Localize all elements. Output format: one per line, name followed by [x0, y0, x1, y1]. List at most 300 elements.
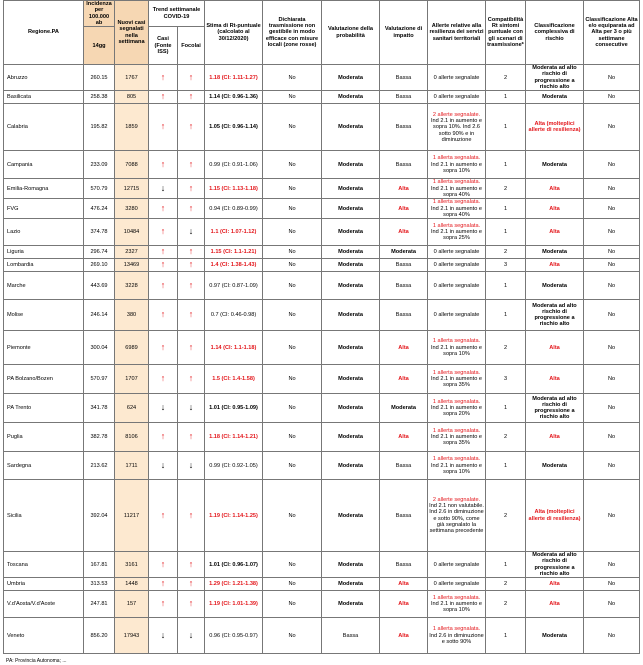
- compatibility-value: 1: [486, 452, 526, 480]
- high-class-value: No: [584, 199, 640, 219]
- compatibility-value: 1: [486, 272, 526, 300]
- trend-cases-cell: [149, 365, 178, 394]
- rt-value: 1.5 (CI: 1.4-1.58): [205, 365, 263, 394]
- impact-value: Alta: [380, 199, 428, 219]
- incidence-value: 300.04: [84, 331, 115, 365]
- transmission-value: No: [263, 552, 322, 578]
- arrow-up-icon: ↑: [188, 509, 194, 520]
- probability-value: Moderata: [322, 300, 380, 331]
- alert-count: 1 allerta segnalata.: [432, 338, 481, 345]
- alert-count: 1 allerta segnalata.: [432, 199, 481, 206]
- table-row: [4, 423, 640, 452]
- region-name: V.d'Aosta/V.d'Aoste: [4, 591, 84, 618]
- trend-cases-cell: [149, 179, 178, 199]
- footnote: PA: Provincia Autonoma; ...: [6, 658, 67, 664]
- compatibility-value: 2: [486, 179, 526, 199]
- incidence-value: 341.78: [84, 394, 115, 423]
- high-class-value: No: [584, 91, 640, 104]
- classification-value: Alta: [526, 365, 584, 394]
- trend-focolai-cell: [178, 578, 205, 591]
- transmission-value: No: [263, 246, 322, 259]
- transmission-value: No: [263, 394, 322, 423]
- new-cases-value: 2327: [115, 246, 149, 259]
- arrow-up-icon: ↑: [188, 558, 194, 569]
- table-row: [4, 179, 640, 199]
- region-name: Abruzzo: [4, 65, 84, 91]
- classification-value: Alta: [526, 578, 584, 591]
- impact-value: Bassa: [380, 480, 428, 552]
- compatibility-value: 2: [486, 480, 526, 552]
- arrow-up-icon: ↑: [160, 373, 166, 383]
- region-name: Molise: [4, 300, 84, 331]
- high-class-value: No: [584, 591, 640, 618]
- rt-value: 1.15 (CI: 1.1-1.21): [205, 246, 263, 259]
- header-high-class: Classificazione Alta e/o equiparata ad Alta per 3 o più settimane consecutive: [584, 1, 640, 65]
- new-cases-value: 8106: [115, 423, 149, 452]
- header-compatibility: Compatibilità Rt sintomi puntuale con gli scenari di trasmissione*: [486, 1, 526, 65]
- region-name: Marche: [4, 272, 84, 300]
- impact-value: Bassa: [380, 552, 428, 578]
- alerts-cell: [428, 300, 486, 331]
- arrow-up-icon: ↑: [188, 202, 194, 213]
- probability-value: Moderata: [322, 591, 380, 618]
- trend-focolai-cell: [178, 259, 205, 272]
- trend-cases-cell: [149, 423, 178, 452]
- trend-focolai-cell: [178, 246, 205, 259]
- impact-value: Moderata: [380, 246, 428, 259]
- alerts-cell: [428, 179, 486, 199]
- trend-focolai-cell: [178, 452, 205, 480]
- alerts-cell: [428, 259, 486, 272]
- header-incidence: Incidenza per 100.000 ab: [84, 1, 115, 27]
- trend-cases-cell: [149, 272, 178, 300]
- arrow-up-icon: ↑: [160, 121, 166, 132]
- alert-detail: Ind 2.1 in aumento e sopra 10%: [431, 344, 483, 357]
- transmission-value: No: [263, 480, 322, 552]
- transmission-value: No: [263, 151, 322, 179]
- alert-detail: 0 allerte segnalate: [433, 561, 480, 568]
- arrow-up-icon: ↑: [188, 578, 194, 589]
- region-name: PA Bolzano/Bozen: [4, 365, 84, 394]
- probability-value: Moderata: [322, 394, 380, 423]
- new-cases-value: 1711: [115, 452, 149, 480]
- arrow-up-icon: ↑: [160, 91, 166, 102]
- trend-cases-cell: [149, 331, 178, 365]
- alerts-cell: [428, 104, 486, 151]
- compatibility-value: 2: [486, 423, 526, 452]
- impact-value: Bassa: [380, 151, 428, 179]
- rt-value: 1.18 (CI: 1.14-1.21): [205, 423, 263, 452]
- table-row: [4, 219, 640, 246]
- header-incidence-14gg: 14gg: [84, 27, 115, 65]
- alerts-cell: [428, 578, 486, 591]
- transmission-value: No: [263, 65, 322, 91]
- compatibility-value: 2: [486, 591, 526, 618]
- new-cases-value: 805: [115, 91, 149, 104]
- header-alerts: Allerte relative alla resilienza dei servizi sanitari territoriali: [428, 1, 486, 65]
- transmission-value: No: [263, 104, 322, 151]
- alert-detail: 0 allerte segnalate: [433, 312, 480, 318]
- alerts-cell: [428, 591, 486, 618]
- alert-detail: Ind 2.1 in aumento e sopra 10%: [431, 601, 483, 614]
- arrow-down-icon: ↓: [188, 629, 194, 640]
- incidence-value: 382.78: [84, 423, 115, 452]
- header-trend-cases: Casi (Fonte ISS): [149, 27, 178, 65]
- arrow-up-icon: ↑: [160, 279, 166, 290]
- alert-count: 1 allerta segnalata.: [432, 222, 481, 229]
- table-row: [4, 272, 640, 300]
- high-class-value: No: [584, 151, 640, 179]
- rt-value: 1.01 (CI: 0.96-1.07): [205, 552, 263, 578]
- high-class-value: No: [584, 394, 640, 423]
- alerts-cell: [428, 331, 486, 365]
- trend-focolai-cell: [178, 179, 205, 199]
- table-row: [4, 259, 640, 272]
- trend-cases-cell: [149, 578, 178, 591]
- arrow-up-icon: ↑: [160, 431, 166, 441]
- alert-detail: 0 allerte segnalate: [433, 581, 480, 588]
- trend-cases-cell: [149, 552, 178, 578]
- transmission-value: No: [263, 219, 322, 246]
- compatibility-value: 1: [486, 104, 526, 151]
- arrow-up-icon: ↑: [160, 578, 166, 589]
- arrow-up-icon: ↑: [188, 182, 194, 193]
- header-transmission: Dichiarata trasmissione non gestibile in modo efficace con misure locali (zone rosse): [263, 1, 322, 65]
- high-class-value: No: [584, 552, 640, 578]
- new-cases-value: 3161: [115, 552, 149, 578]
- transmission-value: No: [263, 452, 322, 480]
- classification-value: Moderata: [526, 91, 584, 104]
- alert-detail: Ind 2.1 non valutabile. Ind 2.6 in diminuzione e sotto 90%, come già segnalato la settimana precedente: [429, 503, 484, 535]
- classification-value: Moderata: [526, 151, 584, 179]
- arrow-down-icon: ↓: [160, 182, 166, 193]
- alert-detail: Ind 2.1 in aumento e sopra 40%: [431, 205, 483, 218]
- alert-detail: Ind 2.1 in aumento e sopra 10%: [431, 161, 483, 175]
- transmission-value: No: [263, 300, 322, 331]
- risk-classification-table: [3, 0, 640, 654]
- arrow-up-icon: ↑: [188, 246, 194, 256]
- classification-value: Moderata: [526, 618, 584, 654]
- alert-count: 1 allerta segnalata.: [432, 369, 481, 376]
- table-row: [4, 246, 640, 259]
- rt-value: 1.18 (CI: 1.11-1.27): [205, 65, 263, 91]
- incidence-value: 213.62: [84, 452, 115, 480]
- arrow-up-icon: ↑: [160, 509, 166, 520]
- rt-value: 1.05 (CI: 0.96-1.14): [205, 104, 263, 151]
- transmission-value: No: [263, 578, 322, 591]
- header-trend-focolai: Focolai: [178, 27, 205, 65]
- alert-detail: 0 allerte segnalate: [433, 249, 480, 255]
- rt-value: 0.94 (CI: 0.89-0.99): [205, 199, 263, 219]
- arrow-up-icon: ↑: [188, 598, 194, 609]
- arrow-down-icon: ↓: [160, 402, 166, 412]
- trend-cases-cell: [149, 151, 178, 179]
- trend-focolai-cell: [178, 423, 205, 452]
- arrow-up-icon: ↑: [160, 71, 166, 82]
- trend-focolai-cell: [178, 591, 205, 618]
- trend-focolai-cell: [178, 151, 205, 179]
- trend-cases-cell: [149, 480, 178, 552]
- table-row: [4, 452, 640, 480]
- arrow-up-icon: ↑: [160, 226, 166, 236]
- classification-value: Moderata ad alto rischio di progressione a rischio alto: [526, 300, 584, 331]
- alert-count: 1 allerta segnalata.: [432, 179, 481, 186]
- trend-cases-cell: [149, 199, 178, 219]
- arrow-down-icon: ↓: [188, 226, 194, 236]
- alert-count: 1 allerta segnalata.: [432, 626, 481, 633]
- arrow-up-icon: ↑: [188, 158, 194, 169]
- table-row: [4, 65, 640, 91]
- trend-focolai-cell: [178, 65, 205, 91]
- incidence-value: 570.97: [84, 365, 115, 394]
- classification-value: Moderata ad alto rischio di progressione a rischio alto: [526, 552, 584, 578]
- alerts-cell: [428, 480, 486, 552]
- incidence-value: 195.82: [84, 104, 115, 151]
- incidence-value: 258.38: [84, 91, 115, 104]
- impact-value: Alta: [380, 591, 428, 618]
- region-name: Basilicata: [4, 91, 84, 104]
- incidence-value: 856.20: [84, 618, 115, 654]
- probability-value: Bassa: [322, 618, 380, 654]
- probability-value: Moderata: [322, 65, 380, 91]
- impact-value: Bassa: [380, 300, 428, 331]
- classification-value: Alta: [526, 219, 584, 246]
- high-class-value: No: [584, 65, 640, 91]
- impact-value: Alta: [380, 365, 428, 394]
- arrow-up-icon: ↑: [188, 121, 194, 132]
- transmission-value: No: [263, 423, 322, 452]
- transmission-value: No: [263, 272, 322, 300]
- rt-value: 0.7 (CI: 0.46-0.98): [205, 300, 263, 331]
- alert-detail: Ind 2.1 in aumento e sopra 20%: [431, 405, 483, 418]
- trend-cases-cell: [149, 300, 178, 331]
- alert-count: 2 allerte segnalate.: [432, 111, 481, 118]
- new-cases-value: 3228: [115, 272, 149, 300]
- region-name: Umbria: [4, 578, 84, 591]
- classification-value: Moderata: [526, 246, 584, 259]
- compatibility-value: 1: [486, 300, 526, 331]
- impact-value: Alta: [380, 578, 428, 591]
- table-row: [4, 591, 640, 618]
- arrow-up-icon: ↑: [160, 246, 166, 256]
- compatibility-value: 2: [486, 246, 526, 259]
- impact-value: Bassa: [380, 259, 428, 272]
- region-name: Sicilia: [4, 480, 84, 552]
- probability-value: Moderata: [322, 179, 380, 199]
- alert-detail: Ind 2.1 in aumento e sopra 25%: [431, 229, 483, 242]
- impact-value: Alta: [380, 423, 428, 452]
- probability-value: Moderata: [322, 365, 380, 394]
- alert-detail: Ind 2.1 in aumento e sopra 10%. Ind 2.6 sotto 90% e in diminuzione: [431, 117, 483, 143]
- transmission-value: No: [263, 618, 322, 654]
- alert-count: 1 allerta segnalata.: [432, 155, 481, 162]
- trend-cases-cell: [149, 246, 178, 259]
- trend-cases-cell: [149, 219, 178, 246]
- alert-detail: Ind 2.1 in aumento e sopra 10%: [431, 462, 483, 475]
- trend-cases-cell: [149, 65, 178, 91]
- new-cases-value: 10484: [115, 219, 149, 246]
- trend-focolai-cell: [178, 219, 205, 246]
- probability-value: Moderata: [322, 259, 380, 272]
- trend-focolai-cell: [178, 91, 205, 104]
- compatibility-value: 1: [486, 199, 526, 219]
- probability-value: Moderata: [322, 151, 380, 179]
- header-probability: Valutazione della probabilità: [322, 1, 380, 65]
- arrow-down-icon: ↓: [160, 629, 166, 640]
- classification-value: Alta: [526, 423, 584, 452]
- impact-value: Bassa: [380, 91, 428, 104]
- region-name: Campania: [4, 151, 84, 179]
- compatibility-value: 2: [486, 578, 526, 591]
- arrow-up-icon: ↑: [160, 309, 166, 319]
- alerts-cell: [428, 423, 486, 452]
- alert-count: 1 allerta segnalata.: [432, 427, 481, 434]
- table-row: [4, 331, 640, 365]
- trend-cases-cell: [149, 104, 178, 151]
- probability-value: Moderata: [322, 423, 380, 452]
- rt-value: 1.1 (CI: 1.07-1.12): [205, 219, 263, 246]
- classification-value: Alta (molteplici allerte di resilienza): [526, 104, 584, 151]
- new-cases-value: 157: [115, 591, 149, 618]
- alert-count: 2 allerte segnalate.: [432, 496, 481, 503]
- table-row: [4, 480, 640, 552]
- region-name: Lombardia: [4, 259, 84, 272]
- alerts-cell: [428, 618, 486, 654]
- table-row: [4, 151, 640, 179]
- alert-detail: 0 allerte segnalate: [433, 94, 480, 101]
- header-rt: Stima di Rt-puntuale (calcolato al 30/12/2020): [205, 1, 263, 65]
- arrow-up-icon: ↑: [188, 373, 194, 383]
- probability-value: Moderata: [322, 91, 380, 104]
- high-class-value: No: [584, 259, 640, 272]
- trend-focolai-cell: [178, 394, 205, 423]
- alert-count: 1 allerta segnalata.: [432, 456, 481, 463]
- new-cases-value: 6989: [115, 331, 149, 365]
- rt-value: 0.99 (CI: 0.92-1.05): [205, 452, 263, 480]
- impact-value: Moderata: [380, 394, 428, 423]
- arrow-up-icon: ↑: [160, 202, 166, 213]
- probability-value: Moderata: [322, 272, 380, 300]
- classification-value: Alta: [526, 179, 584, 199]
- alerts-cell: [428, 219, 486, 246]
- new-cases-value: 11217: [115, 480, 149, 552]
- incidence-value: 476.24: [84, 199, 115, 219]
- probability-value: Moderata: [322, 219, 380, 246]
- classification-value: Alta (molteplici allerte di resilienza): [526, 480, 584, 552]
- new-cases-value: 624: [115, 394, 149, 423]
- incidence-value: 313.53: [84, 578, 115, 591]
- region-name: Liguria: [4, 246, 84, 259]
- header-region: Regione.PA: [4, 1, 84, 65]
- probability-value: Moderata: [322, 104, 380, 151]
- arrow-up-icon: ↑: [188, 91, 194, 102]
- high-class-value: No: [584, 423, 640, 452]
- probability-value: Moderata: [322, 199, 380, 219]
- new-cases-value: 380: [115, 300, 149, 331]
- new-cases-value: 12715: [115, 179, 149, 199]
- alerts-cell: [428, 246, 486, 259]
- classification-value: Moderata: [526, 452, 584, 480]
- alert-detail: Ind 2.1 in aumento e sopra 35%: [431, 376, 483, 389]
- high-class-value: No: [584, 578, 640, 591]
- probability-value: Moderata: [322, 552, 380, 578]
- table-row: [4, 104, 640, 151]
- high-class-value: No: [584, 480, 640, 552]
- transmission-value: No: [263, 259, 322, 272]
- high-class-value: No: [584, 104, 640, 151]
- high-class-value: No: [584, 618, 640, 654]
- arrow-up-icon: ↑: [188, 71, 194, 82]
- alert-detail: 0 allerte segnalate: [433, 282, 480, 289]
- new-cases-value: 17943: [115, 618, 149, 654]
- transmission-value: No: [263, 365, 322, 394]
- region-name: Lazio: [4, 219, 84, 246]
- region-name: Sardegna: [4, 452, 84, 480]
- classification-value: Alta: [526, 199, 584, 219]
- rt-value: 1.01 (CI: 0.95-1.09): [205, 394, 263, 423]
- compatibility-value: 3: [486, 259, 526, 272]
- impact-value: Bassa: [380, 104, 428, 151]
- high-class-value: No: [584, 246, 640, 259]
- header-new-cases: Nuovi casi segnalati nella settimana: [115, 1, 149, 65]
- rt-value: 0.99 (CI: 0.91-1.06): [205, 151, 263, 179]
- alert-detail: Ind 2.6 in diminuzione e sotto 90%: [429, 632, 484, 645]
- high-class-value: No: [584, 365, 640, 394]
- transmission-value: No: [263, 331, 322, 365]
- arrow-up-icon: ↑: [160, 341, 166, 352]
- table-row: [4, 365, 640, 394]
- alerts-cell: [428, 91, 486, 104]
- trend-focolai-cell: [178, 552, 205, 578]
- classification-value: Moderata ad alto rischio di progressione a rischio alto: [526, 65, 584, 91]
- rt-value: 1.4 (CI: 1.38-1.43): [205, 259, 263, 272]
- compatibility-value: 1: [486, 219, 526, 246]
- probability-value: Moderata: [322, 246, 380, 259]
- trend-focolai-cell: [178, 300, 205, 331]
- trend-focolai-cell: [178, 199, 205, 219]
- alerts-cell: [428, 199, 486, 219]
- table-row: [4, 199, 640, 219]
- classification-value: Alta: [526, 591, 584, 618]
- high-class-value: No: [584, 331, 640, 365]
- incidence-value: 392.04: [84, 480, 115, 552]
- region-name: Toscana: [4, 552, 84, 578]
- transmission-value: No: [263, 91, 322, 104]
- table-row: [4, 394, 640, 423]
- trend-focolai-cell: [178, 480, 205, 552]
- table-row: [4, 300, 640, 331]
- high-class-value: No: [584, 179, 640, 199]
- region-name: FVG: [4, 199, 84, 219]
- new-cases-value: 1448: [115, 578, 149, 591]
- high-class-value: No: [584, 300, 640, 331]
- region-name: PA Trento: [4, 394, 84, 423]
- rt-value: 1.14 (CI: 1.1-1.18): [205, 331, 263, 365]
- classification-value: Moderata ad alto rischio di progressione a rischio alto: [526, 394, 584, 423]
- impact-value: Bassa: [380, 452, 428, 480]
- impact-value: Alta: [380, 618, 428, 654]
- trend-cases-cell: [149, 91, 178, 104]
- incidence-value: 246.14: [84, 300, 115, 331]
- trend-cases-cell: [149, 259, 178, 272]
- alert-detail: 0 allerte segnalate: [433, 262, 480, 268]
- incidence-value: 260.15: [84, 65, 115, 91]
- rt-value: 1.19 (CI: 1.14-1.25): [205, 480, 263, 552]
- table-row: [4, 91, 640, 104]
- new-cases-value: 7088: [115, 151, 149, 179]
- impact-value: Alta: [380, 179, 428, 199]
- arrow-up-icon: ↑: [188, 279, 194, 290]
